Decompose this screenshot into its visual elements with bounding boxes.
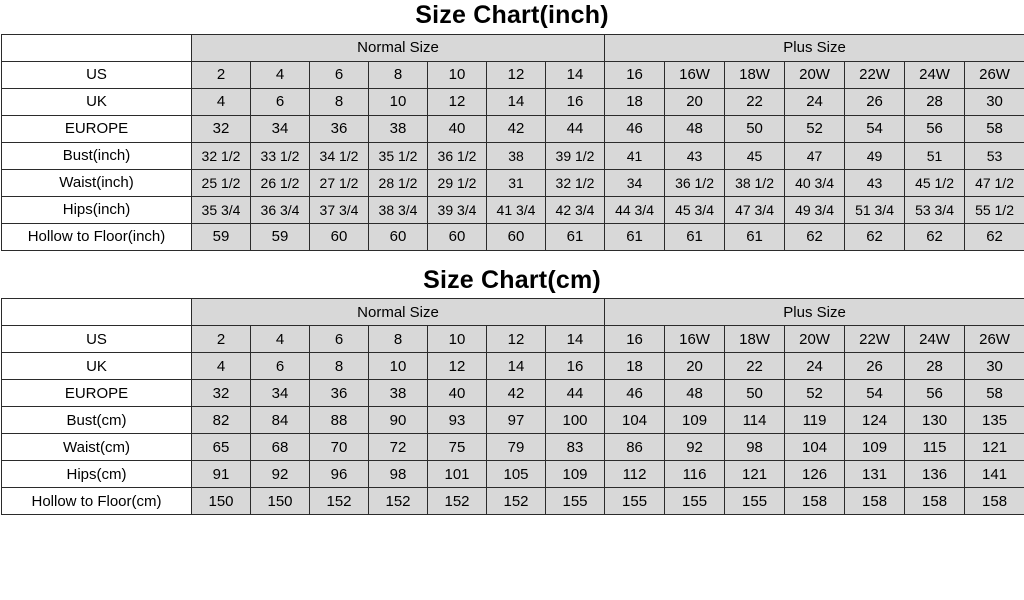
table-cell: 6 xyxy=(310,61,369,88)
table-cell: 28 xyxy=(905,88,965,115)
table-cell: 40 xyxy=(428,380,487,407)
table-cell: 93 xyxy=(428,407,487,434)
table-cell: 45 1/2 xyxy=(905,169,965,196)
table-cell: 32 xyxy=(192,380,251,407)
table-cell: 158 xyxy=(845,488,905,515)
table-cell: 8 xyxy=(369,61,428,88)
table-cell: 82 xyxy=(192,407,251,434)
table-cell: 62 xyxy=(845,223,905,250)
table-cell: 54 xyxy=(845,115,905,142)
table-cell: 98 xyxy=(725,434,785,461)
row-label: US xyxy=(2,326,192,353)
table-cell: 47 1/2 xyxy=(965,169,1024,196)
table-cell: 121 xyxy=(725,461,785,488)
table-cell: 155 xyxy=(725,488,785,515)
table-cell: 56 xyxy=(905,380,965,407)
table-cell: 59 xyxy=(192,223,251,250)
table-cell: 104 xyxy=(785,434,845,461)
table-cell: 136 xyxy=(905,461,965,488)
table-cell: 20W xyxy=(785,326,845,353)
table-cell: 38 xyxy=(487,142,546,169)
table-cell: 155 xyxy=(665,488,725,515)
table-cell: 36 xyxy=(310,380,369,407)
table-cell: 33 1/2 xyxy=(251,142,310,169)
table-cell: 12 xyxy=(428,88,487,115)
table-cell: 40 3/4 xyxy=(785,169,845,196)
table-cell: 58 xyxy=(965,380,1024,407)
table-cell: 35 1/2 xyxy=(369,142,428,169)
table-cell: 55 1/2 xyxy=(965,196,1024,223)
table-cell: 49 3/4 xyxy=(785,196,845,223)
table-cell: 124 xyxy=(845,407,905,434)
table-cell: 4 xyxy=(192,88,251,115)
table-cell: 10 xyxy=(369,88,428,115)
table-cell: 61 xyxy=(725,223,785,250)
table-cell: 42 xyxy=(487,115,546,142)
table-cell: 2 xyxy=(192,326,251,353)
table-cell: 14 xyxy=(546,61,605,88)
table-cell: 84 xyxy=(251,407,310,434)
table-cell: 46 xyxy=(605,380,665,407)
table-row xyxy=(2,407,1024,434)
table-cell: 12 xyxy=(487,326,546,353)
table-row xyxy=(2,434,1024,461)
table-cell: 158 xyxy=(965,488,1024,515)
table-cell: 16W xyxy=(665,61,725,88)
table-cell: 60 xyxy=(369,223,428,250)
table-cell: 20W xyxy=(785,61,845,88)
table-cell: 35 3/4 xyxy=(192,196,251,223)
table-cell: 2 xyxy=(192,61,251,88)
table-cell: 130 xyxy=(905,407,965,434)
table-cell: 92 xyxy=(251,461,310,488)
table-cell: 12 xyxy=(487,61,546,88)
group-header-plus: Plus Size xyxy=(605,299,1024,326)
table-cell: 30 xyxy=(965,353,1024,380)
table-cell: 49 xyxy=(845,142,905,169)
table-cell: 112 xyxy=(605,461,665,488)
table-cell: 24 xyxy=(785,88,845,115)
table-cell: 24W xyxy=(905,326,965,353)
table-cell: 105 xyxy=(487,461,546,488)
table-cell: 104 xyxy=(605,407,665,434)
table-cell: 39 1/2 xyxy=(546,142,605,169)
table-cell: 75 xyxy=(428,434,487,461)
size-table xyxy=(1,298,1024,515)
table-cell: 152 xyxy=(369,488,428,515)
table-cell: 115 xyxy=(905,434,965,461)
table-cell: 58 xyxy=(965,115,1024,142)
row-label: US xyxy=(2,61,192,88)
table-cell: 101 xyxy=(428,461,487,488)
table-cell: 109 xyxy=(845,434,905,461)
table-cell: 10 xyxy=(428,61,487,88)
table-cell: 52 xyxy=(785,115,845,142)
table-cell: 50 xyxy=(725,115,785,142)
table-cell: 12 xyxy=(428,353,487,380)
table-cell: 61 xyxy=(546,223,605,250)
table-cell: 42 xyxy=(487,380,546,407)
table-cell: 44 3/4 xyxy=(605,196,665,223)
table-cell: 16 xyxy=(546,353,605,380)
table-cell: 28 xyxy=(905,353,965,380)
row-label: Hips(inch) xyxy=(2,196,192,223)
table-cell: 48 xyxy=(665,380,725,407)
group-header-row xyxy=(2,34,1024,61)
table-cell: 100 xyxy=(546,407,605,434)
table-row xyxy=(2,88,1024,115)
table-cell: 32 1/2 xyxy=(546,169,605,196)
table-cell: 14 xyxy=(487,88,546,115)
table-cell: 60 xyxy=(428,223,487,250)
table-cell: 26 xyxy=(845,353,905,380)
table-cell: 10 xyxy=(428,326,487,353)
table-cell: 72 xyxy=(369,434,428,461)
table-cell: 18W xyxy=(725,326,785,353)
table-cell: 52 xyxy=(785,380,845,407)
table-row xyxy=(2,169,1024,196)
table-cell: 22 xyxy=(725,353,785,380)
table-cell: 34 xyxy=(251,115,310,142)
table-cell: 152 xyxy=(310,488,369,515)
table-cell: 53 3/4 xyxy=(905,196,965,223)
table-cell: 41 xyxy=(605,142,665,169)
table-cell: 51 xyxy=(905,142,965,169)
chart-title: Size Chart(cm) xyxy=(423,265,601,294)
table-cell: 60 xyxy=(487,223,546,250)
table-cell: 32 1/2 xyxy=(192,142,251,169)
table-cell: 38 xyxy=(369,115,428,142)
table-cell: 47 3/4 xyxy=(725,196,785,223)
table-cell: 38 xyxy=(369,380,428,407)
table-cell: 150 xyxy=(192,488,251,515)
table-cell: 61 xyxy=(605,223,665,250)
table-cell: 152 xyxy=(428,488,487,515)
table-cell: 68 xyxy=(251,434,310,461)
table-cell: 4 xyxy=(251,326,310,353)
corner-cell xyxy=(2,34,192,61)
table-cell: 152 xyxy=(487,488,546,515)
table-row xyxy=(2,61,1024,88)
table-cell: 20 xyxy=(665,88,725,115)
table-cell: 88 xyxy=(310,407,369,434)
table-cell: 34 1/2 xyxy=(310,142,369,169)
table-cell: 43 xyxy=(845,169,905,196)
table-cell: 54 xyxy=(845,380,905,407)
table-cell: 16 xyxy=(605,326,665,353)
table-cell: 45 xyxy=(725,142,785,169)
table-row xyxy=(2,142,1024,169)
table-cell: 141 xyxy=(965,461,1024,488)
table-cell: 158 xyxy=(905,488,965,515)
table-cell: 36 3/4 xyxy=(251,196,310,223)
table-cell: 38 1/2 xyxy=(725,169,785,196)
table-cell: 91 xyxy=(192,461,251,488)
table-row xyxy=(2,461,1024,488)
table-cell: 65 xyxy=(192,434,251,461)
table-row xyxy=(2,353,1024,380)
table-cell: 158 xyxy=(785,488,845,515)
table-cell: 26W xyxy=(965,61,1024,88)
table-cell: 97 xyxy=(487,407,546,434)
table-cell: 62 xyxy=(965,223,1024,250)
table-row xyxy=(2,115,1024,142)
table-cell: 22W xyxy=(845,61,905,88)
table-cell: 24 xyxy=(785,353,845,380)
table-row xyxy=(2,380,1024,407)
table-cell: 36 xyxy=(310,115,369,142)
table-cell: 8 xyxy=(310,353,369,380)
table-cell: 126 xyxy=(785,461,845,488)
table-cell: 114 xyxy=(725,407,785,434)
table-cell: 83 xyxy=(546,434,605,461)
table-cell: 30 xyxy=(965,88,1024,115)
table-cell: 34 xyxy=(605,169,665,196)
row-label: Bust(cm) xyxy=(2,407,192,434)
table-cell: 45 3/4 xyxy=(665,196,725,223)
table-cell: 6 xyxy=(251,88,310,115)
table-row xyxy=(2,196,1024,223)
chart-title: Size Chart(inch) xyxy=(415,1,609,29)
table-cell: 6 xyxy=(251,353,310,380)
table-cell: 150 xyxy=(251,488,310,515)
size-chart-block xyxy=(0,0,1024,251)
table-cell: 155 xyxy=(605,488,665,515)
table-cell: 155 xyxy=(546,488,605,515)
table-cell: 44 xyxy=(546,115,605,142)
table-cell: 26W xyxy=(965,326,1024,353)
table-cell: 42 3/4 xyxy=(546,196,605,223)
table-cell: 37 3/4 xyxy=(310,196,369,223)
table-cell: 48 xyxy=(665,115,725,142)
row-label: Hollow to Floor(inch) xyxy=(2,223,192,250)
table-cell: 8 xyxy=(369,326,428,353)
row-label: Waist(inch) xyxy=(2,169,192,196)
table-cell: 98 xyxy=(369,461,428,488)
table-cell: 18 xyxy=(605,88,665,115)
table-cell: 56 xyxy=(905,115,965,142)
group-header-row xyxy=(2,299,1024,326)
table-cell: 62 xyxy=(905,223,965,250)
size-chart-block xyxy=(0,265,1024,516)
table-cell: 61 xyxy=(665,223,725,250)
table-cell: 14 xyxy=(487,353,546,380)
group-header-normal: Normal Size xyxy=(192,34,605,61)
row-label: Hollow to Floor(cm) xyxy=(2,488,192,515)
table-cell: 53 xyxy=(965,142,1024,169)
row-label: Hips(cm) xyxy=(2,461,192,488)
table-cell: 47 xyxy=(785,142,845,169)
table-cell: 90 xyxy=(369,407,428,434)
table-cell: 26 xyxy=(845,88,905,115)
table-cell: 96 xyxy=(310,461,369,488)
table-cell: 27 1/2 xyxy=(310,169,369,196)
table-cell: 10 xyxy=(369,353,428,380)
table-row xyxy=(2,223,1024,250)
table-cell: 28 1/2 xyxy=(369,169,428,196)
table-cell: 16W xyxy=(665,326,725,353)
table-cell: 43 xyxy=(665,142,725,169)
table-cell: 4 xyxy=(251,61,310,88)
table-cell: 59 xyxy=(251,223,310,250)
table-cell: 51 3/4 xyxy=(845,196,905,223)
table-cell: 29 1/2 xyxy=(428,169,487,196)
table-cell: 109 xyxy=(546,461,605,488)
table-cell: 16 xyxy=(605,61,665,88)
table-cell: 86 xyxy=(605,434,665,461)
table-cell: 36 1/2 xyxy=(665,169,725,196)
size-table xyxy=(1,34,1024,251)
table-cell: 39 3/4 xyxy=(428,196,487,223)
table-cell: 79 xyxy=(487,434,546,461)
table-cell: 44 xyxy=(546,380,605,407)
table-cell: 70 xyxy=(310,434,369,461)
table-cell: 18W xyxy=(725,61,785,88)
table-row xyxy=(2,488,1024,515)
table-cell: 36 1/2 xyxy=(428,142,487,169)
table-cell: 20 xyxy=(665,353,725,380)
table-row xyxy=(2,326,1024,353)
table-cell: 46 xyxy=(605,115,665,142)
table-cell: 24W xyxy=(905,61,965,88)
table-cell: 22 xyxy=(725,88,785,115)
table-cell: 109 xyxy=(665,407,725,434)
row-label: Waist(cm) xyxy=(2,434,192,461)
table-cell: 26 1/2 xyxy=(251,169,310,196)
table-cell: 60 xyxy=(310,223,369,250)
table-cell: 32 xyxy=(192,115,251,142)
table-cell: 25 1/2 xyxy=(192,169,251,196)
table-cell: 119 xyxy=(785,407,845,434)
table-cell: 16 xyxy=(546,88,605,115)
table-cell: 135 xyxy=(965,407,1024,434)
table-cell: 34 xyxy=(251,380,310,407)
table-cell: 62 xyxy=(785,223,845,250)
row-label: UK xyxy=(2,353,192,380)
group-header-plus: Plus Size xyxy=(605,34,1024,61)
table-cell: 50 xyxy=(725,380,785,407)
table-cell: 131 xyxy=(845,461,905,488)
table-cell: 92 xyxy=(665,434,725,461)
table-cell: 116 xyxy=(665,461,725,488)
corner-cell xyxy=(2,299,192,326)
table-cell: 14 xyxy=(546,326,605,353)
table-cell: 4 xyxy=(192,353,251,380)
table-cell: 121 xyxy=(965,434,1024,461)
row-label: UK xyxy=(2,88,192,115)
row-label: Bust(inch) xyxy=(2,142,192,169)
table-cell: 41 3/4 xyxy=(487,196,546,223)
table-cell: 18 xyxy=(605,353,665,380)
table-cell: 31 xyxy=(487,169,546,196)
row-label: EUROPE xyxy=(2,115,192,142)
table-cell: 8 xyxy=(310,88,369,115)
table-cell: 40 xyxy=(428,115,487,142)
table-cell: 22W xyxy=(845,326,905,353)
section-spacer xyxy=(0,251,1024,265)
table-cell: 38 3/4 xyxy=(369,196,428,223)
group-header-normal: Normal Size xyxy=(192,299,605,326)
table-cell: 6 xyxy=(310,326,369,353)
row-label: EUROPE xyxy=(2,380,192,407)
